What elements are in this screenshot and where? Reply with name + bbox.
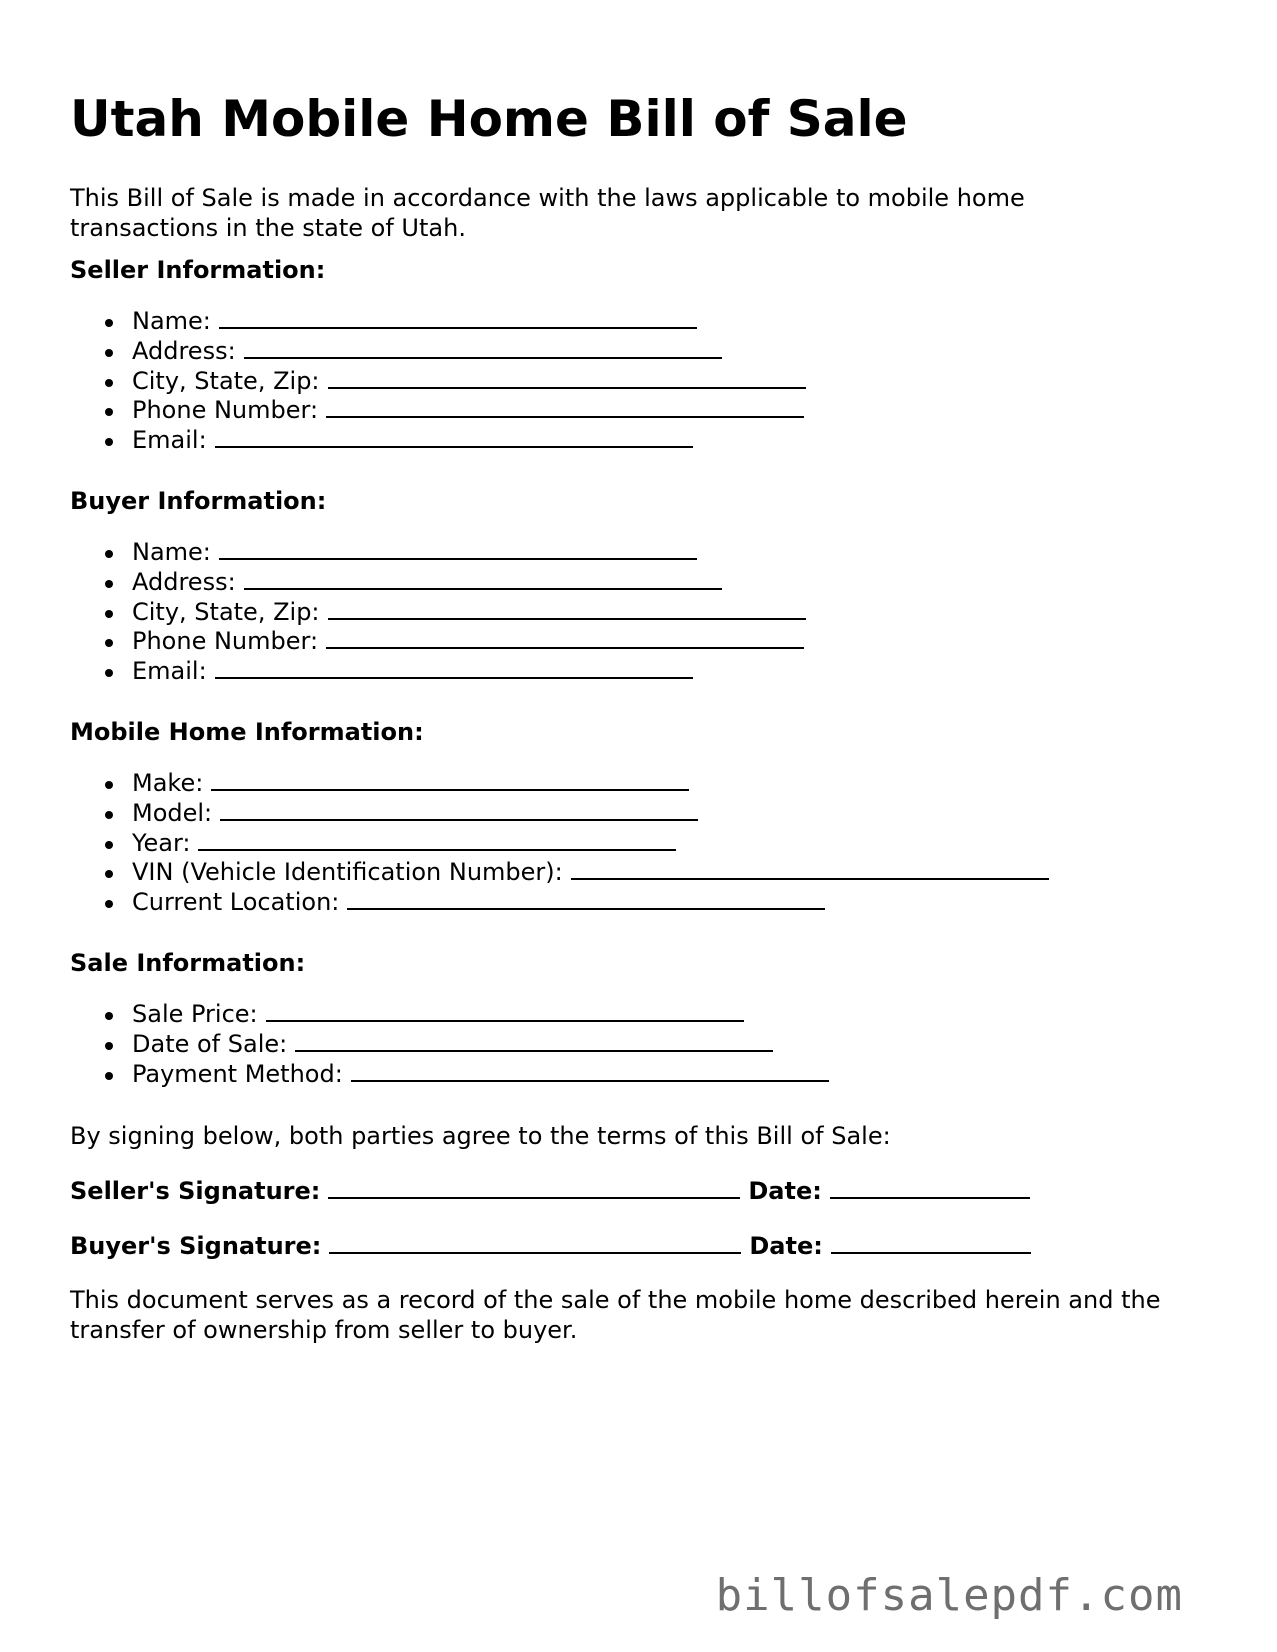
seller-city-blank[interactable] <box>328 367 806 389</box>
field-label: Date of Sale: <box>132 1029 288 1058</box>
seller-phone-field <box>132 396 806 426</box>
buyer-signature-label: Buyer's Signature: <box>70 1232 322 1260</box>
seller-signature-line <box>70 1176 1030 1206</box>
field-label: Model: <box>132 798 213 827</box>
buyer-date-label: Date: <box>749 1232 823 1260</box>
field-label: Current Location: <box>132 888 340 917</box>
field-label: Year: <box>132 828 191 857</box>
buyer-name-blank[interactable] <box>219 538 697 560</box>
field-label: Name: <box>132 538 211 566</box>
home-year-field <box>132 829 1049 859</box>
field-label: Email: <box>132 657 207 686</box>
buyer-name-field <box>132 538 806 568</box>
field-label: Sale Price: <box>132 1000 258 1028</box>
buyer-address-field <box>132 568 806 598</box>
field-label: Phone Number: <box>132 396 319 425</box>
seller-fields-list <box>70 307 806 456</box>
mobile-home-heading: Mobile Home Information: <box>70 718 424 746</box>
seller-email-blank[interactable] <box>215 426 693 448</box>
document-title: Utah Mobile Home Bill of Sale <box>70 90 908 148</box>
seller-signature-label: Seller's Signature: <box>70 1177 321 1205</box>
home-year-blank[interactable] <box>198 829 676 851</box>
intro-paragraph: This Bill of Sale is made in accordance with the laws applicable to mobile home transactions in the state of Utah. <box>70 184 1025 242</box>
buyer-email-field <box>132 657 806 687</box>
seller-address-blank[interactable] <box>244 337 722 359</box>
payment-method-field <box>132 1060 829 1090</box>
seller-name-field <box>132 307 806 337</box>
buyer-date-blank[interactable] <box>831 1232 1031 1254</box>
home-location-blank[interactable] <box>347 888 825 910</box>
home-make-blank[interactable] <box>211 769 689 791</box>
home-model-blank[interactable] <box>220 799 698 821</box>
buyer-phone-blank[interactable] <box>326 627 804 649</box>
field-label: Make: <box>132 769 204 797</box>
seller-heading: Seller Information: <box>70 256 326 284</box>
field-label: City, State, Zip: <box>132 597 320 626</box>
buyer-email-blank[interactable] <box>215 657 693 679</box>
sale-fields-list <box>70 1000 829 1089</box>
buyer-city-blank[interactable] <box>328 598 806 620</box>
seller-address-field <box>132 337 806 367</box>
buyer-phone-field <box>132 627 806 657</box>
seller-date-blank[interactable] <box>830 1177 1030 1199</box>
field-label: VIN (Vehicle Identification Number): <box>132 858 563 887</box>
field-label: Name: <box>132 307 211 335</box>
buyer-fields-list <box>70 538 806 687</box>
seller-signature-blank[interactable] <box>328 1177 740 1199</box>
home-make-field <box>132 769 1049 799</box>
seller-email-field <box>132 426 806 456</box>
closing-text: This document serves as a record of the sale of the mobile home described herein and the transfer of ownership from seller to buyer. <box>70 1286 1161 1344</box>
payment-method-blank[interactable] <box>351 1060 829 1082</box>
field-label: Address: <box>132 336 236 365</box>
field-label: Payment Method: <box>132 1059 343 1088</box>
sale-date-field <box>132 1030 829 1060</box>
sale-date-blank[interactable] <box>295 1030 773 1052</box>
field-label: Address: <box>132 567 236 596</box>
home-vin-blank[interactable] <box>571 858 1049 880</box>
seller-phone-blank[interactable] <box>326 396 804 418</box>
home-location-field <box>132 888 1049 918</box>
buyer-signature-line <box>70 1231 1031 1261</box>
sale-heading: Sale Information: <box>70 949 306 977</box>
buyer-city-field <box>132 598 806 628</box>
home-vin-field <box>132 858 1049 888</box>
seller-date-label: Date: <box>748 1177 822 1205</box>
agreement-text: By signing below, both parties agree to the terms of this Bill of Sale: <box>70 1122 891 1150</box>
buyer-heading: Buyer Information: <box>70 487 327 515</box>
field-label: Phone Number: <box>132 627 319 656</box>
field-label: City, State, Zip: <box>132 366 320 395</box>
buyer-signature-blank[interactable] <box>329 1232 741 1254</box>
sale-price-field <box>132 1000 829 1030</box>
seller-city-field <box>132 367 806 397</box>
sale-price-blank[interactable] <box>266 1000 744 1022</box>
seller-name-blank[interactable] <box>219 307 697 329</box>
mobile-home-fields-list <box>70 769 1049 918</box>
buyer-address-blank[interactable] <box>244 568 722 590</box>
site-watermark: billofsalepdf.com <box>715 1570 1183 1621</box>
field-label: Email: <box>132 426 207 455</box>
home-model-field <box>132 799 1049 829</box>
